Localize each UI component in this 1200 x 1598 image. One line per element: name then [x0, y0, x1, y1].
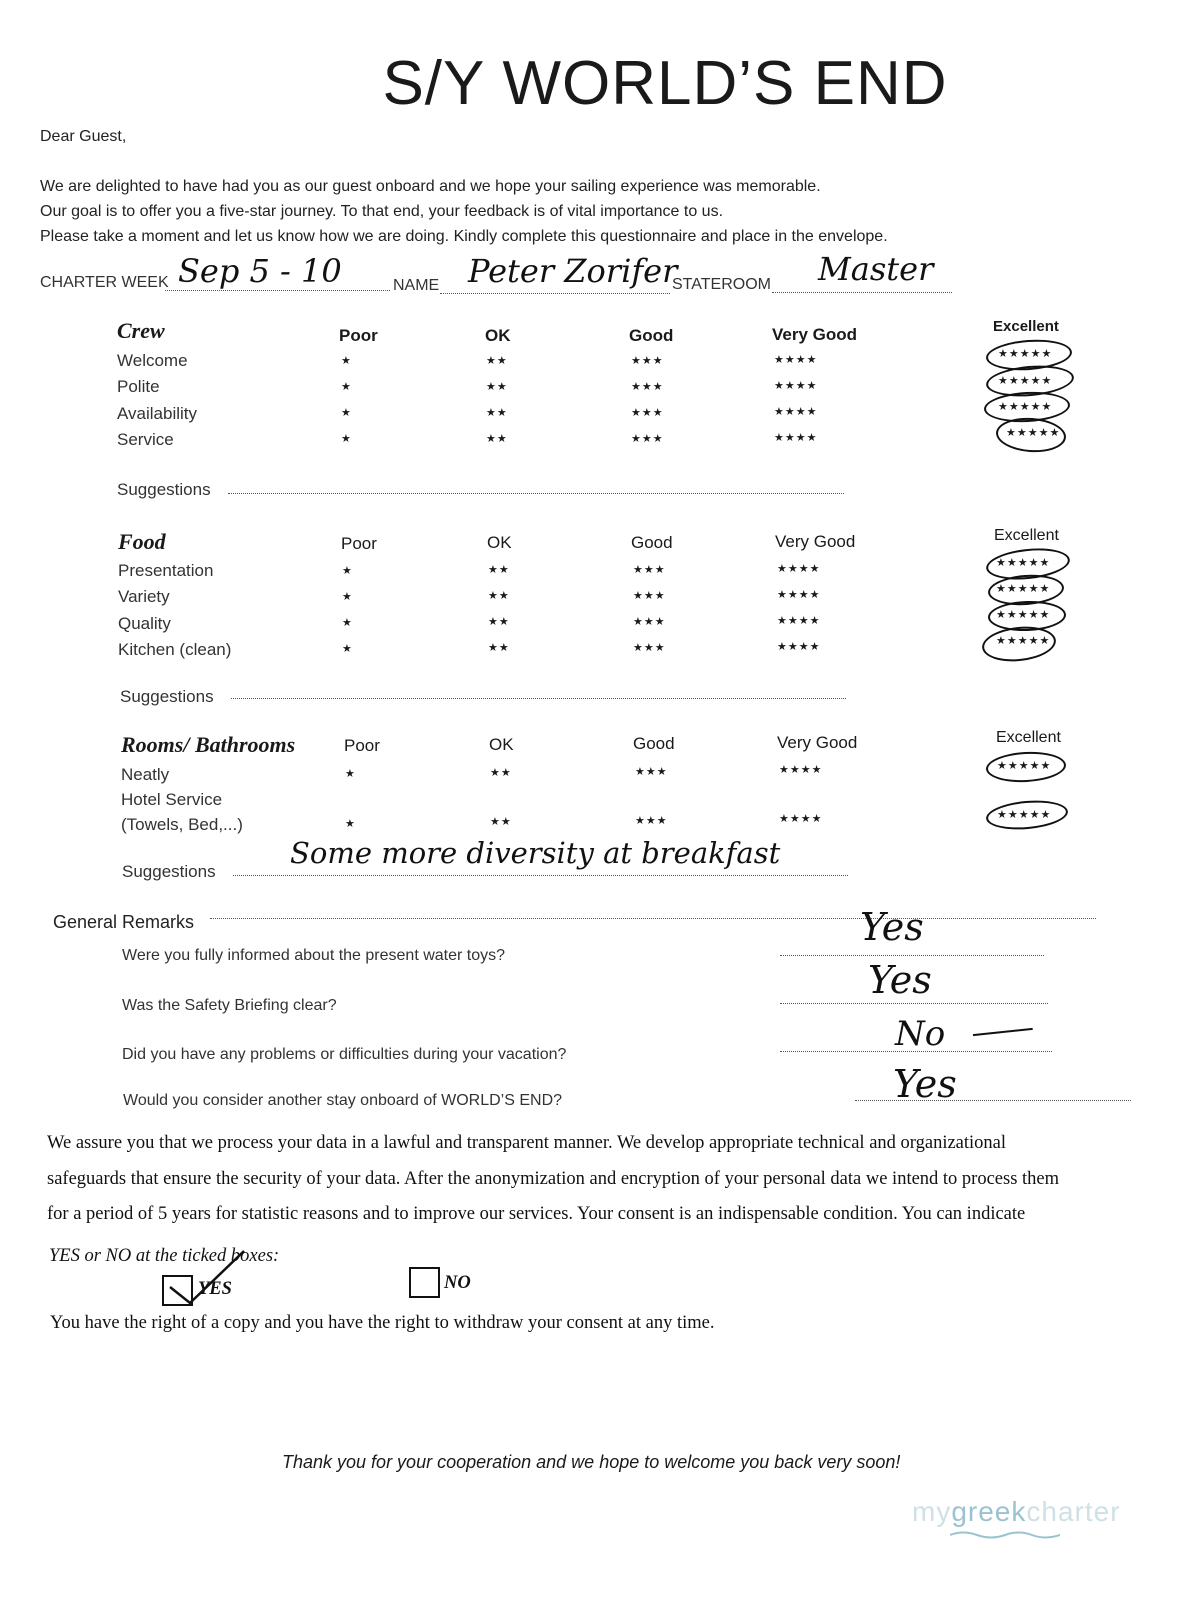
crew-title: Crew: [117, 318, 165, 343]
rooms-neatly-poor[interactable]: ★: [345, 768, 356, 780]
crew-service-ok[interactable]: ★★: [486, 433, 508, 445]
consent-line-5: You have the right of a copy and you have the right to withdraw your consent at any time.: [50, 1313, 715, 1333]
stateroom-field[interactable]: Master: [818, 250, 934, 288]
name-label: NAME: [393, 277, 440, 294]
rooms-hotel-service-very-good[interactable]: ★★★★: [779, 813, 823, 825]
crew-availability-ok[interactable]: ★★: [486, 407, 508, 419]
consent-yes-label: YES: [198, 1279, 232, 1299]
rooms-neatly-ok[interactable]: ★★: [490, 767, 512, 779]
rooms-col-very-good: Very Good: [777, 733, 858, 752]
intro-line-2: Our goal is to offer you a five-star journey. To that end, your feedback is of vital importance to us.: [40, 203, 724, 220]
food-variety-excellent[interactable]: ★★★★★: [996, 583, 1051, 595]
greeting: Dear Guest,: [40, 128, 127, 145]
rooms-hotel-service-excellent[interactable]: ★★★★★: [997, 809, 1052, 821]
crew-col-very-good: Very Good: [772, 325, 858, 344]
crew-availability-excellent[interactable]: ★★★★★: [998, 401, 1053, 413]
rooms-hotel-service-ok[interactable]: ★★: [490, 816, 512, 828]
food-presentation-good[interactable]: ★★★: [633, 564, 666, 576]
rooms-col-excellent: Excellent: [996, 729, 1061, 746]
watermark-post: charter: [1026, 1496, 1121, 1527]
crew-col-poor: Poor: [339, 326, 378, 345]
intro-line-3: Please take a moment and let us know how we are doing. Kindly complete this questionnaire and place in the envelope.: [40, 228, 888, 245]
general-remarks-label: General Remarks: [53, 912, 195, 932]
food-quality-good[interactable]: ★★★: [633, 616, 666, 628]
answer-another-stay[interactable]: Yes: [893, 1062, 957, 1106]
food-presentation-very-good[interactable]: ★★★★: [777, 563, 821, 575]
crew-service-selection-mark: [995, 416, 1067, 455]
crew-suggestions-field[interactable]: [228, 493, 844, 494]
charter-week-field[interactable]: Sep 5 - 10: [178, 252, 342, 290]
question-safety-briefing: Was the Safety Briefing clear?: [122, 997, 337, 1014]
crew-service-excellent[interactable]: ★★★★★: [1006, 427, 1061, 439]
rooms-neatly-good[interactable]: ★★★: [635, 766, 668, 778]
crew-service-good[interactable]: ★★★: [631, 433, 664, 445]
crew-item-polite: Polite: [117, 377, 160, 396]
crew-item-welcome: Welcome: [117, 351, 188, 370]
food-kitchen-poor[interactable]: ★: [342, 643, 353, 655]
rooms-col-ok: OK: [489, 735, 514, 754]
rooms-hotel-service-good[interactable]: ★★★: [635, 815, 668, 827]
food-suggestions-field[interactable]: [231, 698, 846, 699]
rooms-neatly-excellent[interactable]: ★★★★★: [997, 760, 1052, 772]
food-kitchen-selection-mark: [980, 623, 1057, 665]
food-item-variety: Variety: [118, 587, 170, 606]
crew-service-very-good[interactable]: ★★★★: [774, 432, 818, 444]
crew-welcome-very-good[interactable]: ★★★★: [774, 354, 818, 366]
watermark-logo: [912, 1496, 1121, 1528]
rooms-hotel-service-selection-mark: [985, 797, 1069, 832]
food-kitchen-ok[interactable]: ★★: [488, 642, 510, 654]
crew-polite-excellent[interactable]: ★★★★★: [998, 375, 1053, 387]
crew-item-availability: Availability: [117, 404, 198, 423]
food-item-kitchen: Kitchen (clean): [118, 640, 232, 659]
crew-polite-good[interactable]: ★★★: [631, 381, 664, 393]
answer-problems[interactable]: No: [895, 1014, 946, 1054]
food-quality-excellent[interactable]: ★★★★★: [996, 609, 1051, 621]
food-variety-poor[interactable]: ★: [342, 591, 353, 603]
food-variety-good[interactable]: ★★★: [633, 590, 666, 602]
crew-welcome-ok[interactable]: ★★: [486, 355, 508, 367]
rooms-suggestions-field[interactable]: Some more diversity at breakfast: [290, 836, 781, 870]
consent-line-2: safeguards that ensure the security of your data. After the anonymization and encryption of your personal data we intend to process them: [47, 1169, 1060, 1189]
consent-line-3: for a period of 5 years for statistic reasons and to improve our services. Your consent is an indispensable condition. You can indicate: [47, 1204, 1026, 1224]
food-variety-very-good[interactable]: ★★★★: [777, 589, 821, 601]
consent-no-label: NO: [444, 1273, 471, 1293]
crew-polite-ok[interactable]: ★★: [486, 381, 508, 393]
strike-through-mark: [971, 1012, 1033, 1036]
crew-welcome-good[interactable]: ★★★: [631, 355, 664, 367]
food-quality-ok[interactable]: ★★: [488, 616, 510, 628]
food-col-very-good: Very Good: [775, 532, 856, 551]
food-suggestions-label: Suggestions: [120, 687, 214, 706]
consent-no-checkbox[interactable]: [409, 1267, 440, 1298]
rooms-title: Rooms/ Bathrooms: [121, 732, 296, 757]
rooms-suggestions-label: Suggestions: [122, 862, 216, 881]
rooms-item-neatly: Neatly: [121, 765, 170, 784]
food-col-excellent: Excellent: [994, 527, 1059, 544]
food-presentation-ok[interactable]: ★★: [488, 564, 510, 576]
food-col-good: Good: [631, 533, 673, 552]
charter-week-label: CHARTER WEEK: [40, 274, 169, 291]
thanks-note: Thank you for your cooperation and we hope to welcome you back very soon!: [282, 1452, 901, 1472]
crew-availability-good[interactable]: ★★★: [631, 407, 664, 419]
crew-availability-very-good[interactable]: ★★★★: [774, 406, 818, 418]
crew-welcome-poor[interactable]: ★: [341, 355, 352, 367]
food-col-ok: OK: [487, 533, 512, 552]
food-quality-poor[interactable]: ★: [342, 617, 353, 629]
consent-line-1: We assure you that we process your data in a lawful and transparent manner. We develop appropriate technical and organizational: [47, 1133, 1007, 1153]
food-title: Food: [118, 529, 166, 554]
intro-line-1: We are delighted to have had you as our guest onboard and we hope your sailing experience was memorable.: [40, 178, 821, 195]
rooms-neatly-selection-mark: [985, 750, 1066, 784]
rooms-col-poor: Poor: [344, 736, 380, 755]
crew-welcome-excellent[interactable]: ★★★★★: [998, 348, 1053, 360]
crew-col-good: Good: [629, 326, 674, 345]
food-kitchen-excellent[interactable]: ★★★★★: [996, 635, 1051, 647]
food-item-presentation: Presentation: [118, 561, 214, 580]
food-kitchen-very-good[interactable]: ★★★★: [777, 641, 821, 653]
crew-item-service: Service: [117, 430, 174, 449]
rooms-col-good: Good: [633, 734, 675, 753]
watermark-pre: my: [912, 1496, 952, 1527]
answer-safety-briefing[interactable]: Yes: [868, 958, 932, 1002]
crew-polite-poor[interactable]: ★: [341, 381, 352, 393]
crew-service-poor[interactable]: ★: [341, 433, 352, 445]
rooms-hotel-service-poor[interactable]: ★: [345, 818, 356, 830]
food-presentation-excellent[interactable]: ★★★★★: [996, 557, 1051, 569]
crew-availability-poor[interactable]: ★: [341, 407, 352, 419]
crew-col-excellent: Excellent: [993, 318, 1059, 335]
rooms-item-towels-bed: (Towels, Bed,...): [121, 815, 243, 834]
stateroom-label: STATEROOM: [672, 276, 771, 293]
watermark-brand: greek: [951, 1496, 1027, 1527]
question-water-toys: Were you fully informed about the present water toys?: [122, 947, 506, 964]
consent-line-4: YES or NO at the ticked boxes:: [49, 1246, 280, 1266]
crew-col-ok: OK: [485, 326, 511, 345]
crew-suggestions-label: Suggestions: [117, 480, 211, 499]
food-col-poor: Poor: [341, 534, 377, 553]
page-title: S/Y WORLD’S END: [382, 49, 948, 118]
rooms-item-hotel-service: Hotel Service: [121, 790, 223, 809]
crew-polite-very-good[interactable]: ★★★★: [774, 380, 818, 392]
food-variety-ok[interactable]: ★★: [488, 590, 510, 602]
question-another-stay: Would you consider another stay onboard of WORLD’S END?: [123, 1092, 563, 1109]
question-problems: Did you have any problems or difficulties during your vacation?: [122, 1046, 567, 1063]
food-quality-very-good[interactable]: ★★★★: [777, 615, 821, 627]
answer-water-toys[interactable]: Yes: [860, 905, 924, 949]
rooms-neatly-very-good[interactable]: ★★★★: [779, 764, 823, 776]
general-remarks-field[interactable]: [210, 918, 1096, 919]
food-presentation-poor[interactable]: ★: [342, 565, 353, 577]
watermark-wave-icon: [950, 1530, 1060, 1540]
food-item-quality: Quality: [118, 614, 171, 633]
name-field[interactable]: Peter Zorifer: [468, 252, 678, 290]
food-kitchen-good[interactable]: ★★★: [633, 642, 666, 654]
